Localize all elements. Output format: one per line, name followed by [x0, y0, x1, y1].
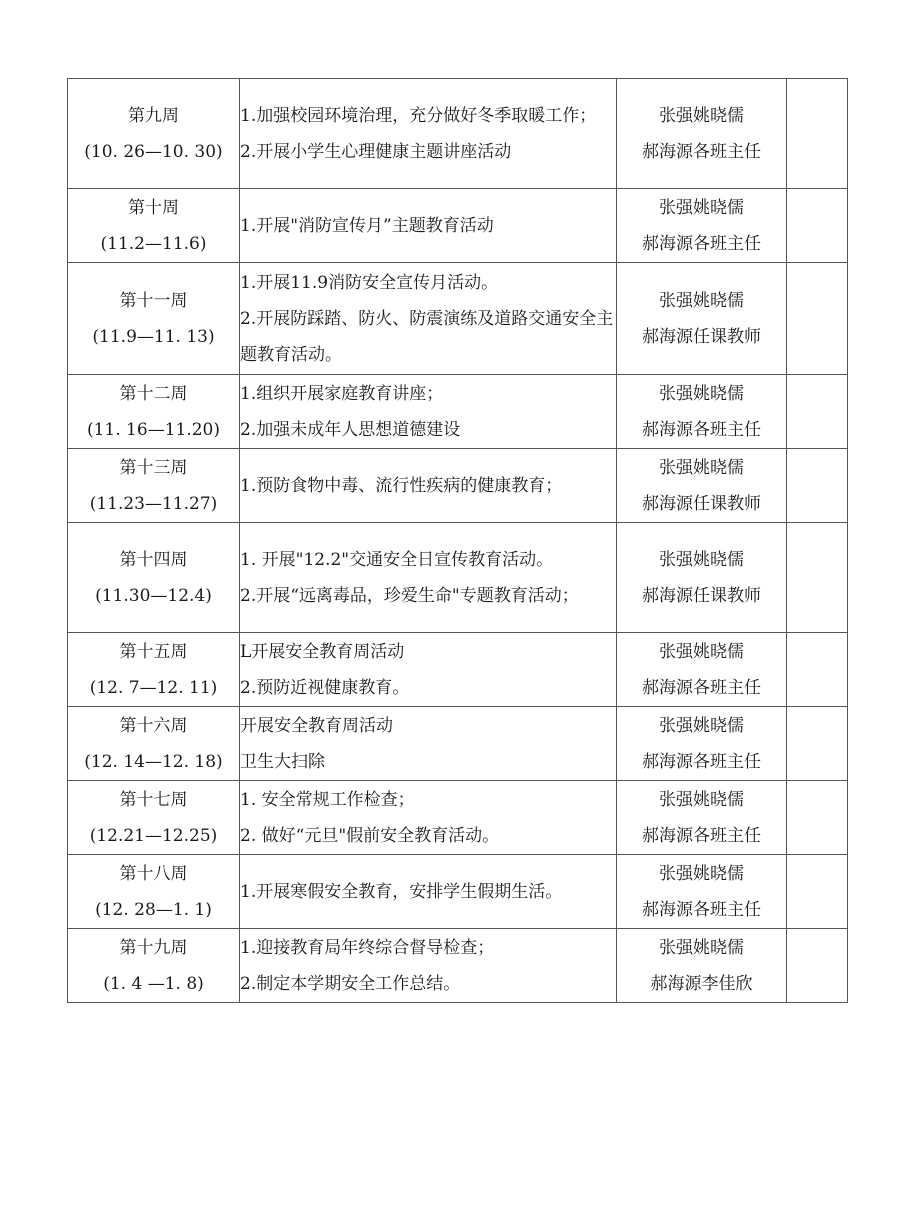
responsible-person: 郝海源各班主任 — [642, 899, 761, 920]
responsible-cell — [617, 707, 787, 781]
week-cell — [68, 79, 240, 189]
activity-item: 1.组织开展家庭教育讲座； — [240, 383, 444, 404]
responsible-person: 张强姚晓儒 — [659, 937, 744, 958]
week-dates: (11.30—12.4) — [95, 585, 212, 606]
week-cell — [68, 449, 240, 523]
responsible-person: 郝海源各班主任 — [642, 419, 761, 440]
activity-item: 2.开展“远离毒品，珍爱生命"专题教育活动； — [240, 585, 579, 606]
week-label: 第十四周 — [119, 549, 188, 570]
responsible-person: 张强姚晓儒 — [659, 641, 744, 662]
activity-cell — [240, 375, 617, 449]
activity-item: 2.开展防踩踏、防火、防震演练及道路交通安全主题教育活动。 — [240, 308, 614, 365]
week-label: 第十二周 — [119, 383, 188, 404]
responsible-person: 张强姚晓儒 — [659, 863, 744, 884]
activity-item: 1.开展寒假安全教育，安排学生假期生活。 — [240, 881, 563, 902]
responsible-cell — [617, 929, 787, 1003]
responsible-person: 张强姚晓儒 — [659, 549, 744, 570]
week-dates: (12. 28—1. 1) — [95, 899, 212, 920]
week-cell — [68, 929, 240, 1003]
responsible-person: 张强姚晓儒 — [659, 290, 744, 311]
activity-item: 1.开展11.9消防安全宣传月活动。 — [240, 272, 499, 293]
activity-cell — [240, 189, 617, 263]
note-cell — [787, 855, 848, 929]
safety-work-plan-table — [67, 78, 848, 1003]
activity-item: 1.预防食物中毒、流行性疾病的健康教育； — [240, 475, 563, 496]
responsible-cell — [617, 263, 787, 375]
table-row — [68, 781, 848, 855]
activity-cell — [240, 929, 617, 1003]
note-cell — [787, 263, 848, 375]
responsible-cell — [617, 189, 787, 263]
week-dates: (11.23—11.27) — [89, 493, 218, 514]
week-cell — [68, 263, 240, 375]
responsible-cell — [617, 449, 787, 523]
activity-item: 2.预防近视健康教育。 — [240, 677, 410, 698]
responsible-person: 郝海源各班主任 — [642, 677, 761, 698]
responsible-person: 张强姚晓儒 — [659, 457, 744, 478]
week-dates: (1. 4 —1. 8) — [103, 973, 204, 994]
plan-table-body — [68, 79, 848, 1003]
activity-cell — [240, 449, 617, 523]
activity-item: 1.加强校园环境治理，充分做好冬季取暖工作； — [240, 105, 597, 126]
week-dates: (10. 26—10. 30) — [84, 141, 223, 162]
week-label: 第十周 — [128, 197, 179, 218]
week-cell — [68, 633, 240, 707]
week-dates: (12. 14—12. 18) — [84, 751, 223, 772]
activity-cell — [240, 707, 617, 781]
week-dates: (12.21—12.25) — [89, 825, 218, 846]
week-cell — [68, 189, 240, 263]
week-cell — [68, 375, 240, 449]
responsible-cell — [617, 79, 787, 189]
week-cell — [68, 781, 240, 855]
activity-item: 1. 开展"12.2"交通安全日宣传教育活动。 — [240, 549, 554, 570]
responsible-person: 张强姚晓儒 — [659, 383, 744, 404]
responsible-person: 郝海源任课教师 — [642, 585, 761, 606]
note-cell — [787, 79, 848, 189]
responsible-person: 郝海源任课教师 — [642, 493, 761, 514]
note-cell — [787, 449, 848, 523]
week-label: 第九周 — [128, 105, 179, 126]
responsible-cell — [617, 633, 787, 707]
responsible-person: 郝海源各班主任 — [642, 825, 761, 846]
week-dates: (11.9—11. 13) — [92, 326, 215, 347]
responsible-person: 郝海源各班主任 — [642, 141, 761, 162]
note-cell — [787, 929, 848, 1003]
week-label: 第十一周 — [119, 290, 188, 311]
week-label: 第十九周 — [119, 937, 188, 958]
activity-cell — [240, 855, 617, 929]
activity-cell — [240, 523, 617, 633]
week-dates: (11. 16—11.20) — [86, 419, 220, 440]
activity-item: 1. 安全常规工作检查； — [240, 789, 415, 810]
responsible-person: 郝海源任课教师 — [642, 326, 761, 347]
responsible-person: 张强姚晓儒 — [659, 715, 744, 736]
activity-cell — [240, 79, 617, 189]
responsible-person: 郝海源各班主任 — [642, 751, 761, 772]
activity-item: 1.迎接教育局年终综合督导检查； — [240, 937, 495, 958]
week-dates: (12. 7—12. 11) — [89, 677, 218, 698]
responsible-person: 张强姚晓儒 — [659, 789, 744, 810]
responsible-person: 张强姚晓儒 — [659, 197, 744, 218]
table-row — [68, 263, 848, 375]
responsible-person: 张强姚晓儒 — [659, 105, 744, 126]
week-cell — [68, 523, 240, 633]
note-cell — [787, 707, 848, 781]
table-row — [68, 633, 848, 707]
activity-cell — [240, 263, 617, 375]
activity-item: 1.开展"消防宣传月”主题教育活动 — [240, 215, 494, 236]
activity-item: 2.开展小学生心理健康主题讲座活动 — [240, 141, 512, 162]
week-cell — [68, 707, 240, 781]
responsible-person: 郝海源李佳欣 — [650, 973, 753, 994]
table-row — [68, 707, 848, 781]
responsible-cell — [617, 781, 787, 855]
activity-item: L开展安全教育周活动 — [240, 641, 405, 662]
table-row — [68, 523, 848, 633]
week-label: 第十七周 — [119, 789, 188, 810]
week-label: 第十五周 — [119, 641, 188, 662]
table-row — [68, 449, 848, 523]
note-cell — [787, 781, 848, 855]
activity-cell — [240, 633, 617, 707]
activity-item: 2.制定本学期安全工作总结。 — [240, 973, 461, 994]
activity-cell — [240, 781, 617, 855]
table-row — [68, 79, 848, 189]
responsible-cell — [617, 375, 787, 449]
responsible-cell — [617, 855, 787, 929]
table-row — [68, 855, 848, 929]
week-label: 第十三周 — [119, 457, 188, 478]
week-dates: (11.2—11.6) — [100, 233, 207, 254]
responsible-person: 郝海源各班主任 — [642, 233, 761, 254]
table-row — [68, 929, 848, 1003]
activity-item: 卫生大扫除 — [240, 751, 325, 772]
table-row — [68, 375, 848, 449]
note-cell — [787, 633, 848, 707]
note-cell — [787, 189, 848, 263]
activity-item: 2.加强未成年人思想道德建设 — [240, 419, 461, 440]
week-cell — [68, 855, 240, 929]
note-cell — [787, 375, 848, 449]
week-label: 第十八周 — [119, 863, 188, 884]
note-cell — [787, 523, 848, 633]
activity-item: 开展安全教育周活动 — [240, 715, 393, 736]
responsible-cell — [617, 523, 787, 633]
table-row — [68, 189, 848, 263]
week-label: 第十六周 — [119, 715, 188, 736]
activity-item: 2. 做好“元旦"假前安全教育活动。 — [240, 825, 500, 846]
